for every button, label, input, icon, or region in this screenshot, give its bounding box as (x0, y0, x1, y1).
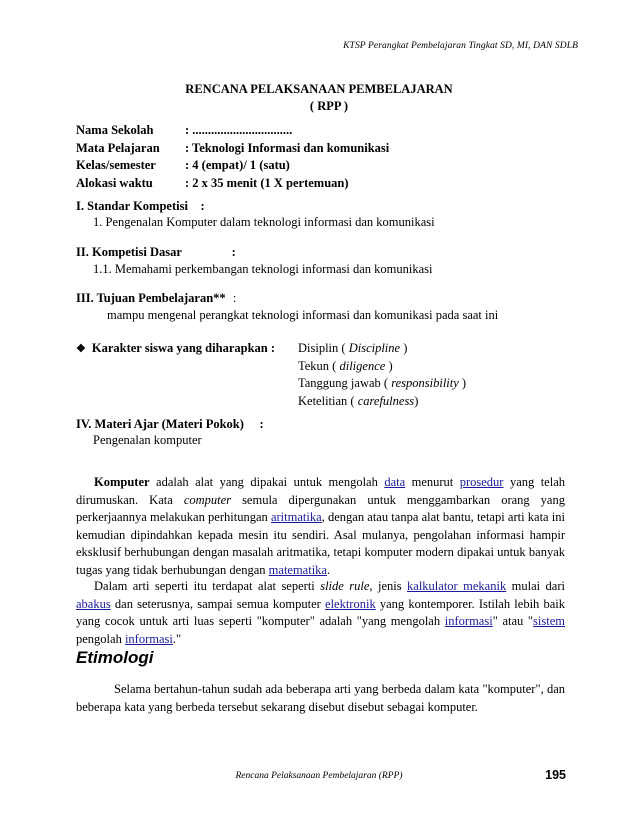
identity-table (76, 123, 389, 193)
footer-title: Rencana Pelaksanaan Pembelajaran (RPP) (235, 771, 403, 781)
identity-value: : 4 (empat)/ 1 (satu) (185, 158, 290, 172)
karakter-heading-line (76, 341, 275, 356)
document-title: RENCANA PELAKSANAAN PEMBELAJARAN (185, 82, 453, 96)
link-prosedur[interactable]: prosedur (459, 475, 504, 489)
document-subtitle: ( RPP ) (309, 99, 349, 113)
standar-kompetisi-heading: I. Standar Kompetisi : (76, 199, 205, 213)
paragraph-etimologi: Selama bertahun-tahun sudah ada beberapa arti yang berbeda dalam kata "komputer", dan beberapa kata yang berbeda tersebut sekarang disebut disebut sebagai komputer. (76, 682, 565, 714)
link-kalkulator-mekanik[interactable]: kalkulator mekanik (407, 579, 507, 593)
tujuan-item: mampu mengenal perangkat teknologi informasi dan komunikasi pada saat ini (107, 308, 499, 322)
identity-label: Kelas/semester (76, 158, 156, 172)
identity-label: Nama Sekolah (76, 123, 154, 137)
link-elektronik[interactable]: elektronik (325, 596, 376, 611)
link-matematika[interactable]: matematika (268, 562, 327, 577)
materi-item: Pengenalan komputer (93, 433, 202, 447)
materi-heading: IV. Materi Ajar (Materi Pokok) : (76, 417, 264, 431)
standar-kompetisi-item: 1. Pengenalan Komputer dalam teknologi informasi dan komunikasi (93, 215, 435, 229)
link-informasi-2[interactable]: informasi (124, 631, 173, 646)
etimologi-heading: Etimologi (76, 648, 154, 667)
tujuan-heading: III. Tujuan Pembelajaran** (76, 291, 226, 305)
identity-value: : Teknologi Informasi dan komunikasi (185, 140, 390, 155)
kompetisi-dasar-item: 1.1. Memahami perkembangan teknologi informasi dan komunikasi (93, 262, 433, 276)
link-sistem[interactable]: sistem (533, 614, 565, 629)
link-aritmatika[interactable]: aritmatika (270, 510, 322, 525)
karakter-item: Ketelitian ( carefulness) (298, 393, 419, 408)
identity-row (76, 158, 389, 176)
running-header: KTSP Perangkat Pembelajaran Tingkat SD, MI, DAN SDLB (343, 41, 578, 51)
identity-label: Alokasi waktu (76, 175, 153, 190)
link-data[interactable]: data (384, 475, 406, 489)
karakter-item: Disiplin ( Discipline ) (298, 341, 408, 355)
tujuan-heading-line (76, 291, 236, 306)
page-number: 195 (545, 768, 566, 782)
karakter-item: Tekun ( diligence ) (298, 358, 393, 373)
tujuan-colon: : (232, 291, 237, 305)
paragraph-dalam-arti: Dalam arti seperti itu terdapat alat seperti slide rule, jenis kalkulator mekanik mulai dari abakus dan seterusnya, sampai semua komputer elektronik yang kontemporer. Istilah lebih baik yang cocok untuk arti luas seperti "komputer" adalah "yang mengolah informasi" atau "sistem pengolah informasi." (76, 579, 565, 646)
karakter-heading: Karakter siswa yang diharapkan : (91, 341, 276, 355)
identity-row (76, 123, 389, 141)
diamond-bullet-icon: ❖ (76, 343, 86, 355)
paragraph-komputer: Komputer adalah alat yang dipakai untuk mengolah data menurut prosedur yang telah dirumuskan. Kata computer semula dipergunakan untuk menggambarkan orang yang perkerjaannya melakukan perhitungan aritmatika, dengan atau tanpa alat bantu, tetapi arti kata ini kemudian dipindahkan kepada mesin itu sendiri. Asal mulanya, pengolahan informasi hampir eksklusif berhubungan dengan masalah aritmatika, tetapi komputer modern dipakai untuk banyak tugas yang tidak berhubungan dengan matematika. (76, 475, 565, 577)
link-abakus[interactable]: abakus (76, 596, 111, 611)
karakter-list (298, 341, 466, 411)
link-informasi[interactable]: informasi (444, 614, 493, 629)
karakter-item: Tanggung jawab ( responsibility ) (298, 376, 467, 390)
identity-value: : 2 x 35 menit (1 X pertemuan) (185, 175, 349, 190)
identity-row (76, 176, 389, 194)
identity-value: : ................................ (185, 123, 293, 137)
identity-label: Mata Pelajaran (76, 140, 160, 155)
kompetisi-dasar-heading: II. Kompetisi Dasar : (76, 245, 236, 259)
identity-row (76, 141, 389, 159)
